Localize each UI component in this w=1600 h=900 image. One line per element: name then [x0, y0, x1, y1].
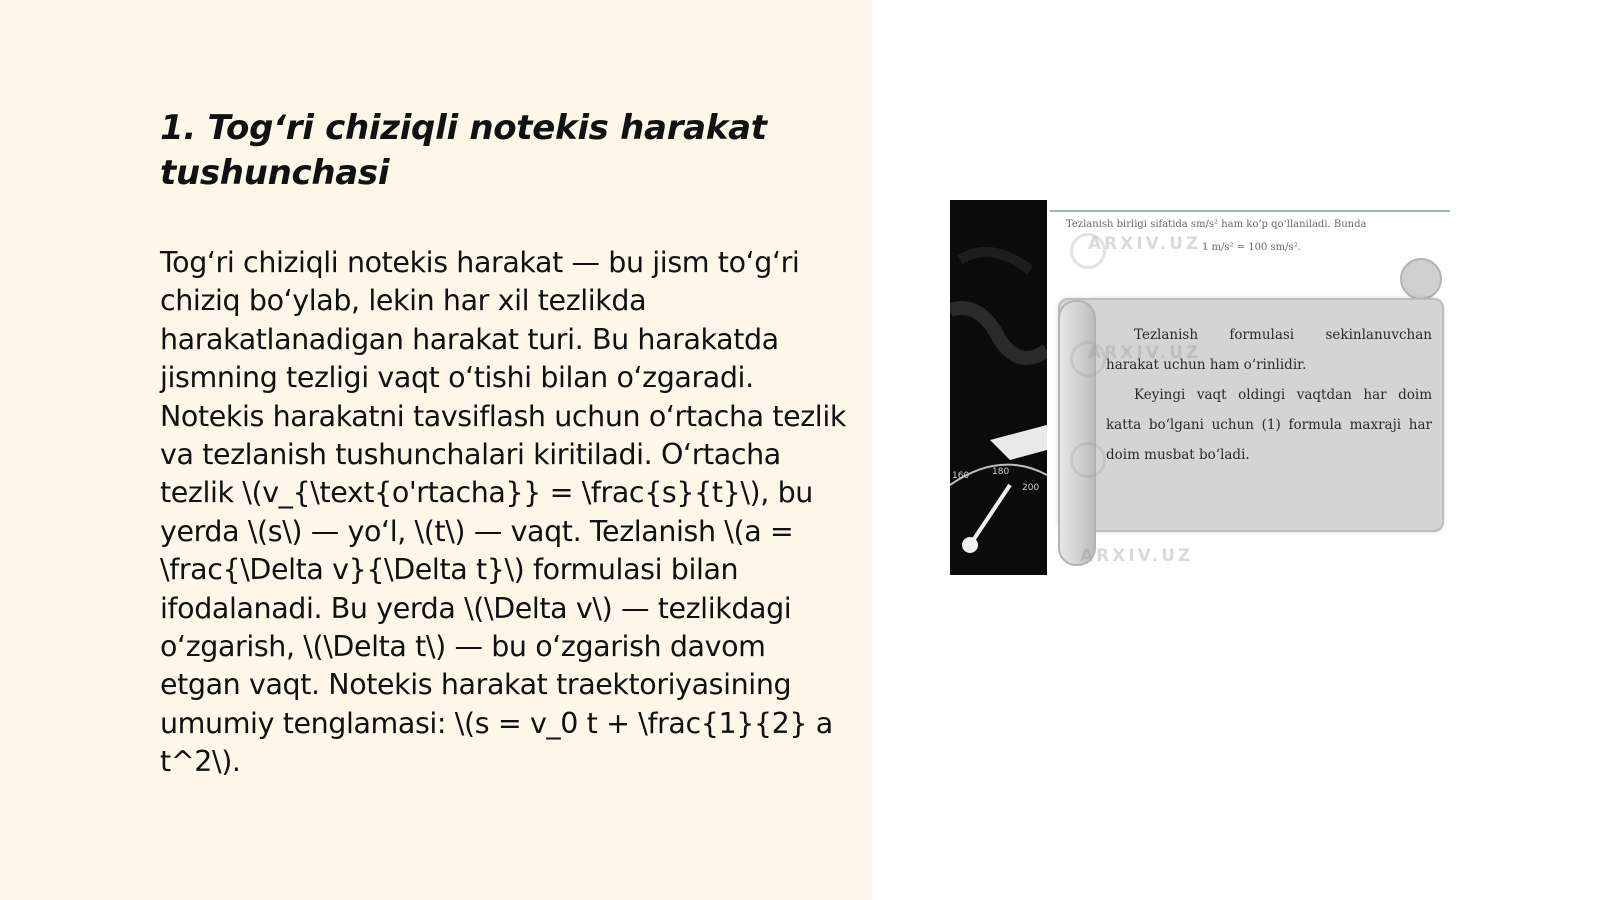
slide-body-text: Tog‘ri chiziqli notekis harakat — bu jism to‘g‘ri chiziq bo‘ylab, lekin har xil tezlikda harakatlanadigan harakat turi. Bu harakatda jismning tezligi vaqt o‘tishi bilan o‘zgaradi. Notekis harakatni tavsiflash uchun o‘rtacha tezlik va tezlanish tushunchalari kiritiladi. O‘rtacha tezlik \(v_{\text{o'rtacha}} = \frac{s}{t}\), bu yerda \(s\) — yo‘l, \(t\) — vaqt. Tezlanish \(a = \frac{\Delta v}{\Delta t}\) formulasi bilan ifodalanadi. Bu yerda \(\Delta v\) — tezlikdagi o‘zgarish, \(\Delta t\) — bu o‘zgarish davom etgan vaqt. Notekis harakat traektoriyasining umumiy tenglamasi: \(s = v_0 t + \frac{1}{2} a t^2\). — [160, 246, 846, 779]
figure-top-rule — [1050, 210, 1450, 212]
gauge-tick-label: 200 — [1022, 483, 1040, 493]
gauge-tick-label: 160 — [952, 471, 970, 481]
scroll-curl-icon — [1400, 258, 1442, 300]
figure-top-formula: 1 m/s² = 100 sm/s². — [1202, 242, 1301, 253]
scroll-paragraph: Tezlanish formulasi sekinlanuvchan harakat uchun ham o‘rinlidir. — [1106, 327, 1432, 373]
watermark: ARXIV.UZ — [1080, 546, 1194, 566]
scroll-roll-icon — [1058, 300, 1096, 566]
scroll-paragraph: Keyingi vaqt oldingi vaqtdan har doim katta bo‘lgani uchun (1) formula maxraji har doim musbat bo‘ladi. — [1106, 387, 1432, 463]
speedometer-photo — [950, 200, 1047, 575]
watermark: ARXIV.UZ — [1088, 343, 1202, 363]
watermark: ARXIV.UZ — [1088, 234, 1202, 254]
watermark-icon — [1070, 442, 1106, 478]
figure-top-caption: Tezlanish birligi sifatida sm/s² ham ko‘p qo‘llaniladi. Bunda — [1066, 219, 1367, 230]
slide-title: 1. Tog‘ri chiziqli notekis harakat tushunchasi — [160, 108, 767, 193]
speedometer-gauge-icon — [950, 200, 1047, 575]
textbook-figure-image — [950, 200, 1450, 575]
gauge-tick-label: 180 — [992, 467, 1010, 477]
